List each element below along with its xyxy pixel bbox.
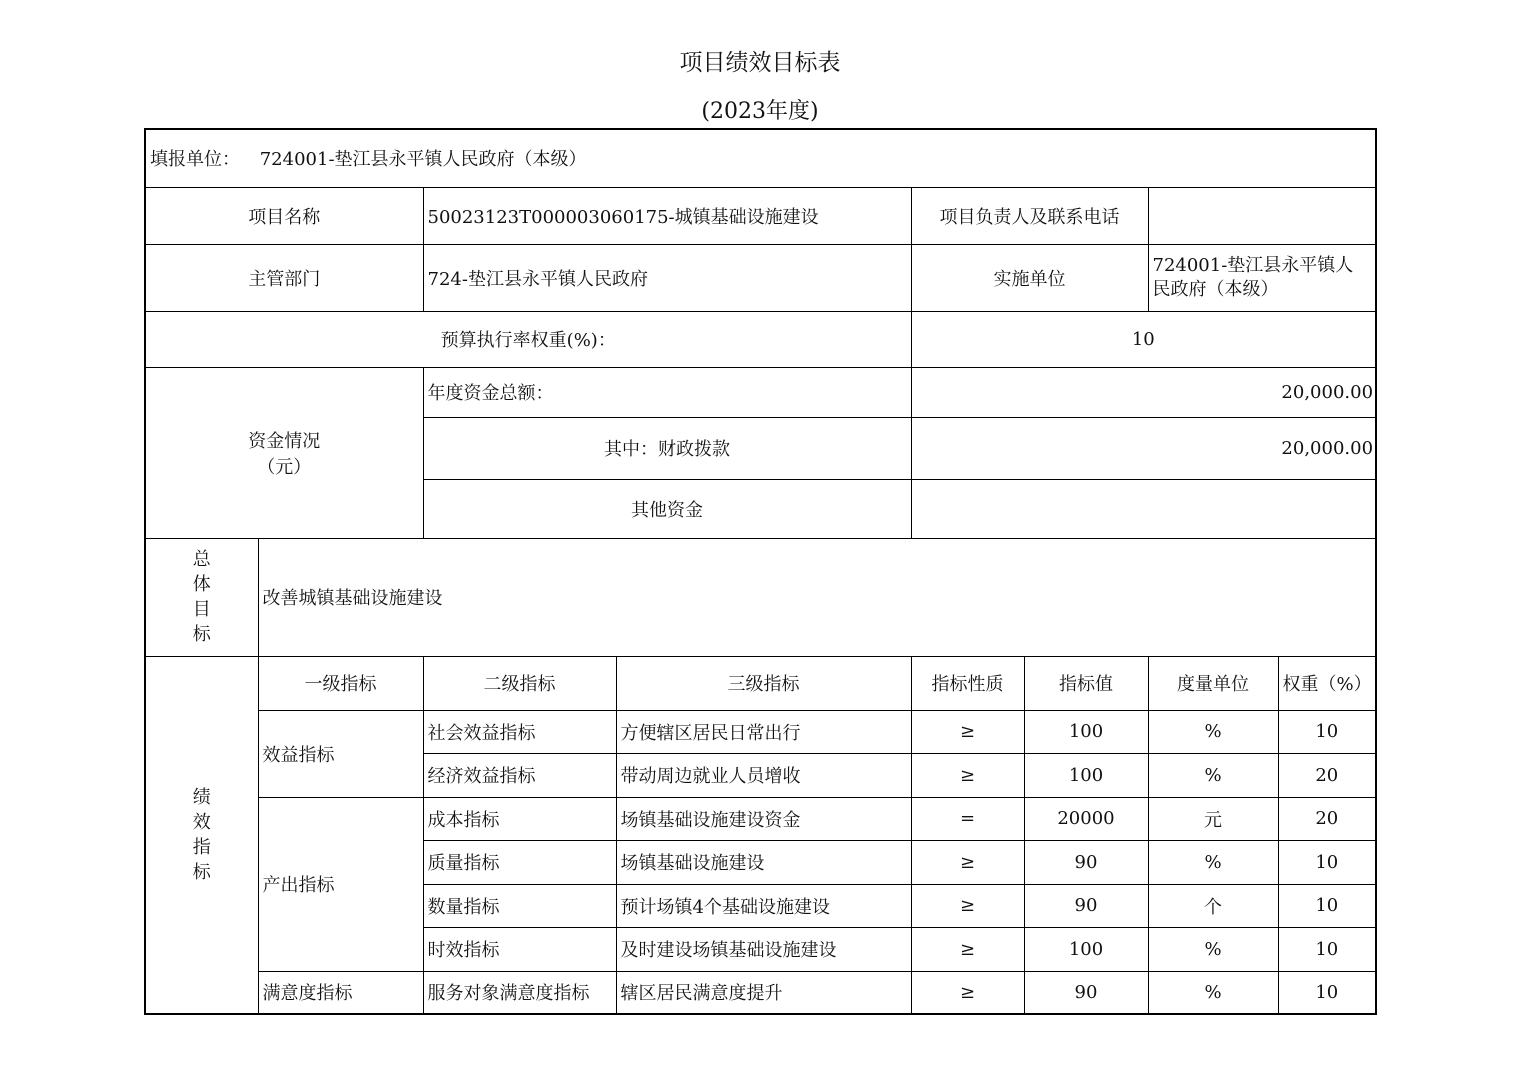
unit-cell: % [1148, 753, 1278, 797]
level1-cell: 产出指标 [258, 797, 423, 971]
nature-cell: ≥ [911, 753, 1024, 797]
level2-cell: 质量指标 [423, 840, 616, 884]
level3-cell: 及时建设场镇基础设施建设 [616, 927, 911, 971]
annual-fund-row [145, 367, 1376, 417]
value-cell: 90 [1024, 840, 1148, 884]
value-cell: 100 [1024, 927, 1148, 971]
level2-cell: 时效指标 [423, 927, 616, 971]
unit-cell: % [1148, 710, 1278, 753]
level3-cell: 场镇基础设施建设资金 [616, 797, 911, 840]
level2-cell: 成本指标 [423, 797, 616, 840]
unit-cell: 个 [1148, 884, 1278, 927]
annual-fund-value: 20,000.00 [911, 367, 1376, 417]
nature-cell: ≥ [911, 710, 1024, 753]
nature-cell: ≥ [911, 971, 1024, 1014]
header-weight: 权重（%） [1278, 656, 1376, 710]
contact-value [1148, 187, 1376, 244]
nature-cell: ≥ [911, 840, 1024, 884]
goal-label [145, 538, 258, 656]
indicators-label-char: 效 [192, 811, 211, 833]
weight-cell: 10 [1278, 927, 1376, 971]
level1-cell: 效益指标 [258, 710, 423, 797]
nature-cell: ≥ [911, 884, 1024, 927]
page-title: 项目绩效目标表 [679, 50, 841, 76]
nature-cell: ≥ [911, 927, 1024, 971]
weight-cell: 20 [1278, 797, 1376, 840]
value-cell: 100 [1024, 753, 1148, 797]
dept-value: 724-垫江县永平镇人民政府 [423, 244, 911, 311]
level3-cell: 方便辖区居民日常出行 [616, 710, 911, 753]
value-cell: 90 [1024, 884, 1148, 927]
indicators-label [145, 656, 258, 1014]
budget-rate-label: 预算执行率权重(%)： [145, 311, 911, 367]
unit-cell: % [1148, 927, 1278, 971]
dept-row [145, 244, 1376, 311]
table-row [145, 971, 1376, 1014]
impl-label: 实施单位 [911, 244, 1148, 311]
fiscal-fund-value: 20,000.00 [911, 417, 1376, 479]
unit-value: 724001-垫江县永平镇人民政府（本级） [259, 149, 587, 171]
level3-cell: 带动周边就业人员增收 [616, 753, 911, 797]
funds-section-label [145, 367, 423, 538]
header-nature: 指标性质 [911, 656, 1024, 710]
level3-cell: 辖区居民满意度提升 [616, 971, 911, 1014]
level1-cell: 满意度指标 [258, 971, 423, 1014]
other-fund-value [911, 479, 1376, 538]
dept-label: 主管部门 [145, 244, 423, 311]
level3-cell: 场镇基础设施建设 [616, 840, 911, 884]
weight-cell: 20 [1278, 753, 1376, 797]
unit-cell: % [1148, 971, 1278, 1014]
weight-cell: 10 [1278, 840, 1376, 884]
value-cell: 20000 [1024, 797, 1148, 840]
unit-row [145, 129, 1376, 187]
indicator-header-row [145, 656, 1376, 710]
fiscal-fund-label: 其中：财政拨款 [423, 417, 911, 479]
budget-rate-row [145, 311, 1376, 367]
header-value: 指标值 [1024, 656, 1148, 710]
weight-cell: 10 [1278, 971, 1376, 1014]
funds-section-label-line1: 资金情况 [248, 430, 321, 452]
table-row [145, 710, 1376, 753]
weight-cell: 10 [1278, 884, 1376, 927]
budget-rate-value: 10 [911, 311, 1376, 367]
header-unit: 度量单位 [1148, 656, 1278, 710]
unit-label: 填报单位： [150, 149, 240, 171]
project-name-label: 项目名称 [145, 187, 423, 244]
level2-cell: 社会效益指标 [423, 710, 616, 753]
impl-value: 724001-垫江县永平镇人民政府（本级） [1148, 244, 1376, 311]
performance-table [144, 128, 1377, 1015]
page-subtitle: (2023年度) [701, 99, 819, 124]
goal-label-char: 总 [192, 549, 211, 570]
indicators-label-char: 指 [192, 836, 211, 858]
header-level3: 三级指标 [616, 656, 911, 710]
unit-cell [145, 129, 1376, 187]
nature-cell: = [911, 797, 1024, 840]
indicators-label-char: 标 [192, 861, 211, 883]
level2-cell: 数量指标 [423, 884, 616, 927]
indicators-label-char: 绩 [192, 786, 211, 808]
value-cell: 100 [1024, 710, 1148, 753]
goal-label-char: 目 [192, 599, 211, 620]
goal-row [145, 538, 1376, 656]
annual-fund-label: 年度资金总额： [423, 367, 911, 417]
level2-cell: 服务对象满意度指标 [423, 971, 616, 1014]
project-name-row [145, 187, 1376, 244]
project-name-value: 50023123T000003060175-城镇基础设施建设 [423, 187, 911, 244]
unit-cell: % [1148, 840, 1278, 884]
level2-cell: 经济效益指标 [423, 753, 616, 797]
goal-text: 改善城镇基础设施建设 [258, 538, 1376, 656]
funds-section-label-line2: （元） [257, 456, 312, 478]
value-cell: 90 [1024, 971, 1148, 1014]
goal-label-char: 标 [192, 624, 211, 645]
unit-cell: 元 [1148, 797, 1278, 840]
goal-label-char: 体 [192, 574, 211, 595]
other-fund-label: 其他资金 [423, 479, 911, 538]
table-row [145, 797, 1376, 840]
header-level2: 二级指标 [423, 656, 616, 710]
weight-cell: 10 [1278, 710, 1376, 753]
header-level1: 一级指标 [258, 656, 423, 710]
contact-label: 项目负责人及联系电话 [911, 187, 1148, 244]
level3-cell: 预计场镇4个基础设施建设 [616, 884, 911, 927]
